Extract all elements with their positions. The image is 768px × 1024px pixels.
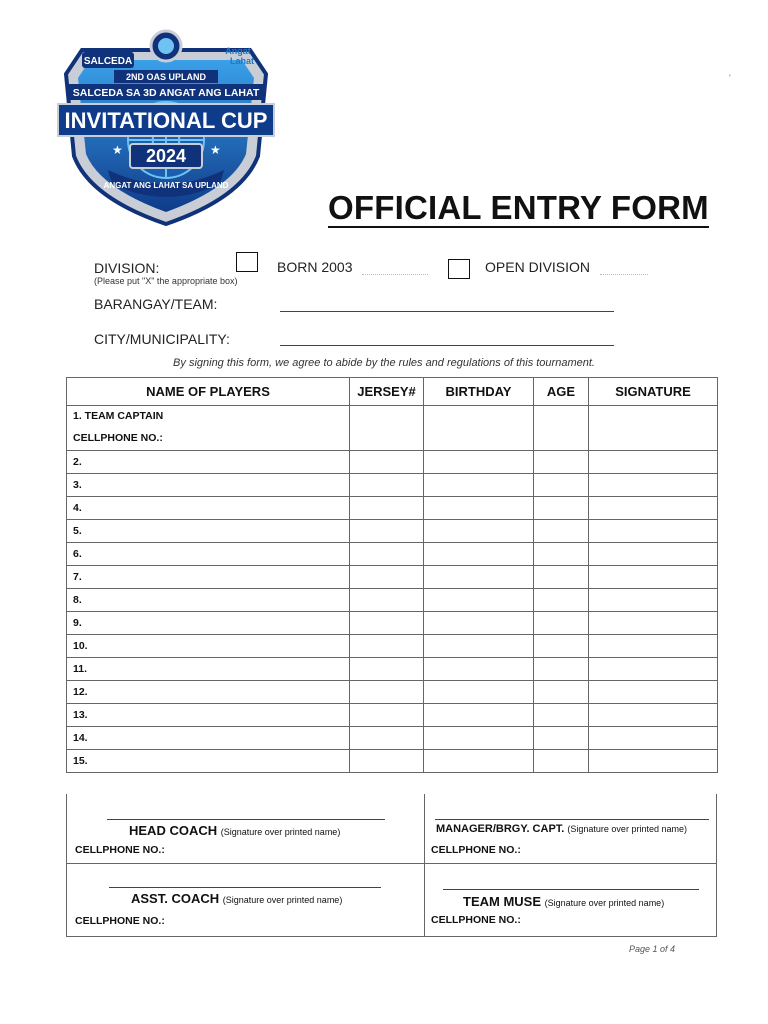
player-number: 10. xyxy=(73,640,88,652)
player-name-cell[interactable] xyxy=(67,451,350,474)
player-name-cell[interactable] xyxy=(67,566,350,589)
birthday-cell[interactable] xyxy=(424,750,534,773)
svg-text:★: ★ xyxy=(210,143,221,157)
player-number: 12. xyxy=(73,686,88,698)
player-name-cell[interactable] xyxy=(67,497,350,520)
stray-mark: ' xyxy=(729,73,731,83)
header-name: NAME OF PLAYERS xyxy=(67,378,350,406)
table-row xyxy=(67,497,718,520)
player-name-cell[interactable] xyxy=(67,658,350,681)
born-2003-dotted-line xyxy=(362,274,428,275)
signature-cell[interactable] xyxy=(589,750,718,773)
signature-cell[interactable] xyxy=(589,543,718,566)
jersey-cell[interactable] xyxy=(350,497,424,520)
svg-text:SALCEDA: SALCEDA xyxy=(83,56,133,67)
signature-cell[interactable] xyxy=(589,406,718,451)
player-number: 7. xyxy=(73,571,82,583)
player-name-cell[interactable] xyxy=(67,750,350,773)
manager-title: MANAGER/BRGY. CAPT. xyxy=(436,823,565,835)
jersey-cell[interactable] xyxy=(350,750,424,773)
jersey-cell[interactable] xyxy=(350,589,424,612)
city-label: CITY/MUNICIPALITY: xyxy=(94,331,230,347)
signature-cell[interactable] xyxy=(589,566,718,589)
age-cell[interactable] xyxy=(534,566,589,589)
players-table xyxy=(66,377,718,773)
open-division-checkbox[interactable] xyxy=(448,259,470,279)
table-row xyxy=(67,589,718,612)
table-row xyxy=(67,658,718,681)
header-jersey: JERSEY# xyxy=(350,378,424,406)
table-header-row xyxy=(67,378,718,406)
manager-sub: (Signature over printed name) xyxy=(567,824,687,834)
age-cell[interactable] xyxy=(534,612,589,635)
player-number: 14. xyxy=(73,732,88,744)
team-muse-cellphone-label: CELLPHONE NO.: xyxy=(431,914,521,926)
table-row xyxy=(67,612,718,635)
age-cell[interactable] xyxy=(534,681,589,704)
head-coach-sub: (Signature over printed name) xyxy=(220,827,341,837)
signature-section xyxy=(66,794,717,937)
table-row xyxy=(67,704,718,727)
barangay-field[interactable] xyxy=(280,311,614,312)
signature-cell[interactable] xyxy=(589,635,718,658)
player-number: 11. xyxy=(73,663,88,675)
team-muse-signature-line[interactable] xyxy=(443,889,699,890)
captain-label: 1. TEAM CAPTAIN xyxy=(73,410,164,422)
open-division-label: OPEN DIVISION xyxy=(485,259,591,275)
jersey-cell[interactable] xyxy=(350,566,424,589)
svg-text:SALCEDA SA 3D ANGAT ANG LAHAT: SALCEDA SA 3D ANGAT ANG LAHAT xyxy=(72,87,260,99)
signature-cell[interactable] xyxy=(589,520,718,543)
asst-coach-cellphone-label: CELLPHONE NO.: xyxy=(75,915,165,927)
asst-coach-sub: (Signature over printed name) xyxy=(222,895,343,905)
signature-cell[interactable] xyxy=(589,474,718,497)
player-name-cell[interactable] xyxy=(67,589,350,612)
manager-cellphone-label: CELLPHONE NO.: xyxy=(431,844,521,856)
player-name-cell[interactable] xyxy=(67,520,350,543)
player-number: 8. xyxy=(73,594,82,606)
birthday-cell[interactable] xyxy=(424,727,534,750)
birthday-cell[interactable] xyxy=(424,406,534,451)
manager-signature-line[interactable] xyxy=(435,819,709,820)
born-2003-label: BORN 2003 xyxy=(277,259,353,275)
player-number: 15. xyxy=(73,755,88,767)
captain-cell[interactable] xyxy=(67,406,350,451)
jersey-cell[interactable] xyxy=(350,543,424,566)
asst-coach-title: ASST. COACH xyxy=(131,891,220,906)
table-row xyxy=(67,451,718,474)
open-division-dotted-line xyxy=(600,274,648,275)
player-name-cell[interactable] xyxy=(67,681,350,704)
table-row xyxy=(67,566,718,589)
header-signature: SIGNATURE xyxy=(589,378,718,406)
age-cell[interactable] xyxy=(534,658,589,681)
age-cell[interactable] xyxy=(534,727,589,750)
asst-coach-signature-line[interactable] xyxy=(109,887,381,888)
header-age: AGE xyxy=(534,378,589,406)
agreement-text: By signing this form, we agree to abide by the rules and regulations of this tournament. xyxy=(173,357,595,369)
age-cell[interactable] xyxy=(534,635,589,658)
birthday-cell[interactable] xyxy=(424,589,534,612)
signature-cell[interactable] xyxy=(589,612,718,635)
table-row-captain xyxy=(67,406,718,451)
jersey-cell[interactable] xyxy=(350,681,424,704)
svg-text:Lahat: Lahat xyxy=(229,56,255,66)
birthday-cell[interactable] xyxy=(424,566,534,589)
city-field[interactable] xyxy=(280,345,614,346)
svg-text:INVITATIONAL CUP: INVITATIONAL CUP xyxy=(64,108,268,133)
svg-text:Angat: Angat xyxy=(225,46,251,56)
page-number: Page 1 of 4 xyxy=(629,944,676,954)
signature-cell[interactable] xyxy=(589,589,718,612)
player-name-cell[interactable] xyxy=(67,474,350,497)
page-title: OFFICIAL ENTRY FORM xyxy=(328,189,709,226)
jersey-cell[interactable] xyxy=(350,635,424,658)
birthday-cell[interactable] xyxy=(424,681,534,704)
jersey-cell[interactable] xyxy=(350,704,424,727)
header-birthday: BIRTHDAY xyxy=(424,378,534,406)
jersey-cell[interactable] xyxy=(350,474,424,497)
age-cell[interactable] xyxy=(534,497,589,520)
birthday-cell[interactable] xyxy=(424,635,534,658)
age-cell[interactable] xyxy=(534,520,589,543)
signature-cell[interactable] xyxy=(589,704,718,727)
svg-text:★: ★ xyxy=(112,143,123,157)
captain-cellphone-label: CELLPHONE NO.: xyxy=(73,432,163,444)
table-row xyxy=(67,681,718,704)
head-coach-signature-line[interactable] xyxy=(107,819,385,820)
svg-text:2024: 2024 xyxy=(145,146,187,166)
player-name-cell[interactable] xyxy=(67,635,350,658)
signature-cell[interactable] xyxy=(589,451,718,474)
player-name-cell[interactable] xyxy=(67,704,350,727)
age-cell[interactable] xyxy=(534,589,589,612)
player-number: 5. xyxy=(73,525,82,537)
age-cell[interactable] xyxy=(534,750,589,773)
birthday-cell[interactable] xyxy=(424,704,534,727)
svg-text:2ND OAS UPLAND: 2ND OAS UPLAND xyxy=(125,72,207,82)
team-muse-title: TEAM MUSE xyxy=(463,894,541,909)
jersey-cell[interactable] xyxy=(350,406,424,451)
birthday-cell[interactable] xyxy=(424,451,534,474)
table-row xyxy=(67,474,718,497)
jersey-cell[interactable] xyxy=(350,727,424,750)
invitational-cup-logo xyxy=(52,28,280,228)
signature-cell[interactable] xyxy=(589,658,718,681)
player-name-cell[interactable] xyxy=(67,543,350,566)
age-cell[interactable] xyxy=(534,474,589,497)
horizontal-divider xyxy=(67,863,716,864)
age-cell[interactable] xyxy=(534,406,589,451)
player-number: 13. xyxy=(73,709,88,721)
asst-coach-label xyxy=(131,891,342,906)
division-hint: (Please put "X" the appropriate box) xyxy=(94,276,238,286)
player-number: 4. xyxy=(73,502,82,514)
player-number: 3. xyxy=(73,479,82,491)
table-row xyxy=(67,543,718,566)
age-cell[interactable] xyxy=(534,543,589,566)
team-muse-sub: (Signature over printed name) xyxy=(544,898,665,908)
team-muse-label xyxy=(463,894,664,909)
jersey-cell[interactable] xyxy=(350,612,424,635)
player-number: 9. xyxy=(73,617,82,629)
birthday-cell[interactable] xyxy=(424,474,534,497)
birthday-cell[interactable] xyxy=(424,543,534,566)
born-2003-checkbox[interactable] xyxy=(236,252,258,272)
age-cell[interactable] xyxy=(534,704,589,727)
birthday-cell[interactable] xyxy=(424,612,534,635)
player-number: 2. xyxy=(73,456,82,468)
signature-cell[interactable] xyxy=(589,497,718,520)
birthday-cell[interactable] xyxy=(424,497,534,520)
jersey-cell[interactable] xyxy=(350,658,424,681)
manager-label xyxy=(436,823,687,835)
table-row xyxy=(67,750,718,773)
vertical-divider xyxy=(424,794,425,936)
table-row xyxy=(67,520,718,543)
signature-cell[interactable] xyxy=(589,727,718,750)
player-name-cell[interactable] xyxy=(67,612,350,635)
signature-cell[interactable] xyxy=(589,681,718,704)
barangay-label: BARANGAY/TEAM: xyxy=(94,296,218,312)
head-coach-title: HEAD COACH xyxy=(129,823,218,838)
table-row xyxy=(67,635,718,658)
player-number: 6. xyxy=(73,548,82,560)
age-cell[interactable] xyxy=(534,451,589,474)
division-label: DIVISION: xyxy=(94,260,160,276)
table-row xyxy=(67,727,718,750)
player-name-cell[interactable] xyxy=(67,727,350,750)
jersey-cell[interactable] xyxy=(350,520,424,543)
birthday-cell[interactable] xyxy=(424,658,534,681)
birthday-cell[interactable] xyxy=(424,520,534,543)
head-coach-label xyxy=(129,823,340,838)
jersey-cell[interactable] xyxy=(350,451,424,474)
head-coach-cellphone-label: CELLPHONE NO.: xyxy=(75,844,165,856)
svg-text:ANGAT ANG LAHAT SA UPLAND: ANGAT ANG LAHAT SA UPLAND xyxy=(103,181,229,190)
